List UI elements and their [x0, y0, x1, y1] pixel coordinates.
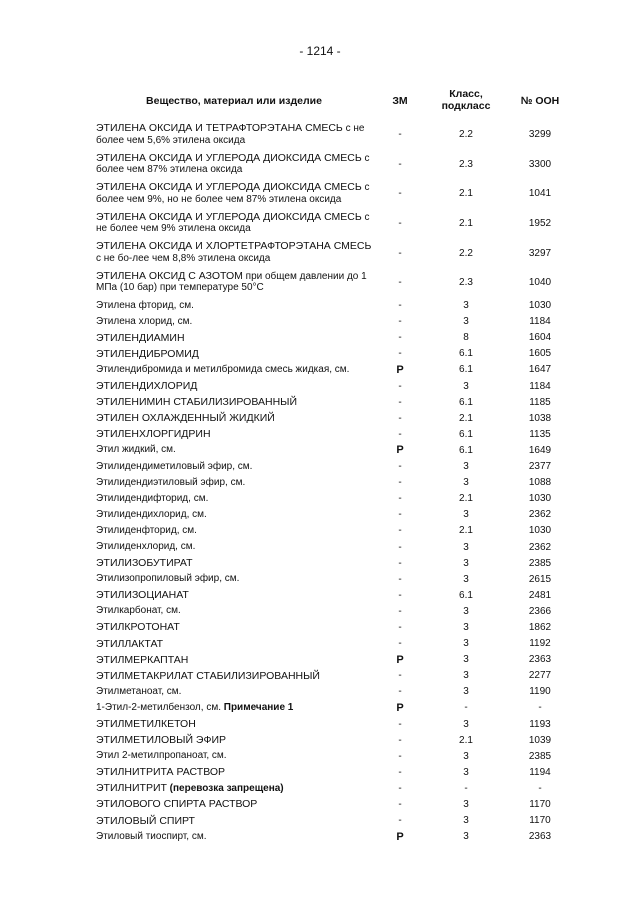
un-number-cell: 3300	[528, 158, 552, 170]
substance-caps: ЭТИЛМЕТИЛОВЫЙ ЭФИР	[96, 734, 227, 747]
substance-text: Этилизопропиловый эфир, см.	[96, 573, 240, 585]
un-number-cell: 1088	[528, 477, 552, 489]
substance-caps: ЭТИЛОВЫЙ СПИРТ	[96, 814, 195, 827]
table-row	[96, 378, 576, 394]
class-cell: 3	[463, 686, 469, 698]
substance-text: Этилена фторид, см.	[96, 299, 194, 311]
table-row	[96, 636, 576, 652]
un-number-cell: 1040	[528, 277, 552, 289]
substance-text: Этилиденфторид, см.	[96, 524, 197, 536]
class-cell: 3	[463, 670, 469, 682]
substance-name	[96, 209, 374, 235]
substance-caps: ЭТИЛКРОТОНАТ	[96, 621, 180, 634]
substance-caps: ЭТИЛИЗОБУТИРАТ	[96, 557, 193, 570]
substance-name	[96, 330, 374, 347]
substance-qualifier: с не более чем 5,6% этилена оксида	[96, 123, 365, 146]
zm-cell: -	[398, 461, 402, 473]
un-number-cell: -	[538, 702, 542, 714]
substance-text: Этил 2-метилпропаноат, см.	[96, 750, 227, 762]
substance-qualifier: с более чем 9%, но не более чем 87% этилена оксида	[96, 182, 370, 205]
un-number-cell: 2481	[528, 589, 552, 601]
substance-text: Этилкарбонат, см.	[96, 605, 181, 617]
un-number-cell: 1170	[529, 815, 551, 827]
un-number-cell: 1194	[529, 766, 551, 778]
zm-cell: P	[396, 653, 404, 666]
un-number-cell: 1605	[528, 348, 552, 360]
substance-caps: ЭТИЛНИТРИТА РАСТВОР	[96, 766, 226, 779]
un-number-cell: 3297	[528, 247, 552, 259]
class-cell: 6.1	[459, 396, 473, 408]
un-number-cell: 1030	[528, 300, 552, 312]
table-row	[96, 314, 576, 330]
un-number-cell: 1041	[528, 188, 552, 200]
zm-cell: -	[398, 638, 402, 650]
class-cell: 3	[463, 766, 469, 778]
substance-name	[96, 314, 374, 330]
un-number-cell: 2362	[528, 509, 552, 521]
substance-caps: ЭТИЛИЗОЦИАНАТ	[96, 589, 189, 602]
table-row	[96, 796, 576, 812]
zm-cell: -	[398, 605, 402, 617]
substance-name	[96, 603, 374, 619]
substance-name	[96, 426, 374, 443]
zm-cell: -	[398, 332, 402, 344]
un-number-cell: 1952	[528, 218, 552, 230]
substance-caps: ЭТИЛМЕТАКРИЛАТ СТАБИЛИЗИРОВАННЫЙ	[96, 669, 320, 682]
substance-name	[96, 716, 374, 733]
substance-name	[96, 684, 374, 700]
substance-name	[96, 410, 374, 427]
table-row	[96, 426, 576, 442]
un-number-cell: 1185	[529, 396, 551, 408]
zm-cell: -	[398, 428, 402, 440]
table-row	[96, 523, 576, 539]
table-row	[96, 748, 576, 764]
table-row	[96, 813, 576, 829]
zm-cell: -	[398, 188, 402, 200]
class-cell: 6.1	[459, 589, 473, 601]
class-cell: 3	[463, 380, 469, 392]
substance-caps: ЭТИЛНИТРИТ	[96, 782, 167, 795]
table-row	[96, 668, 576, 684]
substance-text: Этилидендифторид, см.	[96, 492, 209, 504]
table-row	[96, 652, 576, 668]
zm-cell: -	[398, 348, 402, 360]
zm-cell: -	[398, 734, 402, 746]
zm-cell: -	[398, 300, 402, 312]
class-cell: 3	[463, 654, 469, 666]
un-number-cell: 1649	[528, 444, 552, 456]
page-number: - 1214 -	[299, 44, 341, 58]
un-number-cell: 2385	[528, 750, 552, 762]
zm-cell: -	[398, 129, 402, 141]
zm-cell: P	[396, 701, 404, 714]
table-row	[96, 780, 576, 796]
zm-cell: -	[398, 573, 402, 585]
substance-qualifier: с не бо-лее чем 8,8% этилена оксида	[96, 252, 271, 264]
substance-caps: ЭТИЛОВОГО СПИРТА РАСТВОР	[96, 798, 258, 811]
substance-caps: ЭТИЛЕНДИБРОМИД	[96, 347, 199, 360]
substance-caps: ЭТИЛМЕРКАПТАН	[96, 653, 189, 666]
substance-name	[96, 491, 374, 507]
table-row	[96, 603, 576, 619]
zm-cell: -	[398, 621, 402, 633]
class-cell: 2.1	[459, 218, 473, 230]
table-row	[96, 410, 576, 426]
zm-cell: -	[398, 218, 402, 230]
zm-cell: -	[398, 525, 402, 537]
substance-name	[96, 475, 374, 491]
un-number-cell: 1193	[529, 718, 551, 730]
class-cell: -	[464, 782, 468, 794]
zm-cell: -	[398, 799, 402, 811]
class-cell: 3	[463, 557, 469, 569]
class-cell: 2.2	[459, 247, 473, 259]
table-row	[96, 459, 576, 475]
zm-cell: -	[398, 750, 402, 762]
substance-text: Этил жидкий, см.	[96, 444, 176, 456]
class-cell: 3	[463, 316, 469, 328]
un-number-cell: 1039	[528, 734, 552, 746]
substance-text: Этилметаноат, см.	[96, 685, 182, 697]
substance-name	[96, 796, 374, 813]
un-number-cell: 1030	[528, 493, 552, 505]
class-cell: 3	[463, 638, 469, 650]
substance-name	[96, 378, 374, 395]
substance-caps: ЭТИЛЕНХЛОРГИДРИН	[96, 428, 211, 441]
substance-caps: ЭТИЛЕН ОХЛАЖДЕННЫЙ ЖИДКИЙ	[96, 412, 275, 425]
zm-cell: -	[398, 815, 402, 827]
substance-table	[96, 120, 576, 845]
substance-text: Этилидендиэтиловый эфир, см.	[96, 476, 246, 488]
class-cell: 3	[463, 718, 469, 730]
zm-cell: -	[398, 557, 402, 569]
un-number-cell: 2385	[528, 557, 552, 569]
substance-caps: ЭТИЛЕНДИАМИН	[96, 331, 185, 344]
zm-cell: -	[398, 396, 402, 408]
zm-cell: -	[398, 380, 402, 392]
un-number-cell: 2363	[528, 831, 552, 843]
table-row	[96, 539, 576, 555]
zm-cell: -	[398, 158, 402, 170]
substance-name	[96, 238, 374, 264]
zm-cell: P	[396, 444, 404, 457]
substance-name	[96, 362, 374, 378]
class-cell: 3	[463, 573, 469, 585]
table-row	[96, 442, 576, 458]
substance-caps: ЭТИЛЕНДИХЛОРИД	[96, 380, 198, 393]
substance-name	[96, 764, 374, 781]
un-number-cell: 1647	[528, 364, 552, 376]
zm-cell: -	[398, 541, 402, 553]
class-cell: 3	[463, 461, 469, 473]
zm-cell: -	[398, 493, 402, 505]
substance-caps: ЭТИЛЕНА ОКСИДА И ХЛОРТЕТРАФТОРЭТАНА СМЕСЬ	[96, 240, 372, 253]
zm-cell: -	[398, 316, 402, 328]
substance-name	[96, 636, 374, 653]
class-cell: 2.1	[459, 412, 473, 424]
zm-cell: -	[398, 277, 402, 289]
table-row	[96, 394, 576, 410]
class-cell: 2.1	[459, 188, 473, 200]
substance-name	[96, 700, 374, 716]
class-cell: 2.3	[459, 158, 473, 170]
substance-name	[96, 523, 374, 539]
class-cell: 3	[463, 605, 469, 617]
table-row	[96, 346, 576, 362]
table-row	[96, 571, 576, 587]
substance-caps: ЭТИЛЕНА ОКСИД С АЗОТОМ	[96, 269, 243, 282]
substance-name	[96, 668, 374, 685]
substance-name	[96, 298, 374, 314]
table-row	[96, 150, 576, 180]
table-row	[96, 491, 576, 507]
un-number-cell: -	[538, 782, 542, 794]
substance-caps: ЭТИЛЕНИМИН СТАБИЛИЗИРОВАННЫЙ	[96, 396, 297, 409]
class-cell: 3	[463, 815, 469, 827]
substance-text: Этилена хлорид, см.	[96, 315, 193, 327]
un-number-cell: 2366	[528, 605, 552, 617]
class-cell: 8	[463, 332, 469, 344]
un-number-cell: 1862	[528, 621, 552, 633]
substance-note: Примечание 1	[223, 701, 294, 713]
substance-name	[96, 748, 374, 764]
table-row	[96, 507, 576, 523]
un-number-cell: 2377	[528, 461, 552, 473]
substance-caps: ЭТИЛЕНА ОКСИДА И УГЛЕРОДА ДИОКСИДА СМЕСЬ	[96, 181, 362, 194]
un-number-cell: 1030	[528, 525, 552, 537]
un-number-cell: 2277	[528, 670, 552, 682]
un-number-cell: 2362	[528, 541, 552, 553]
substance-text: 1-Этил-2-метилбензол, см.	[96, 701, 224, 713]
table-row	[96, 732, 576, 748]
zm-cell: P	[396, 830, 404, 843]
table-row	[96, 298, 576, 314]
un-number-cell: 1192	[529, 638, 551, 650]
substance-qualifier: с не более чем 9% этилена оксида	[96, 211, 370, 235]
class-cell: 6.1	[459, 364, 473, 376]
substance-name	[96, 539, 374, 555]
substance-text: Этилидендиметиловый эфир, см.	[96, 460, 253, 472]
substance-caps: ЭТИЛМЕТИЛКЕТОН	[96, 718, 196, 730]
class-cell: 3	[463, 799, 469, 811]
table-row	[96, 700, 576, 716]
table-row	[96, 764, 576, 780]
zm-cell: -	[398, 412, 402, 424]
class-cell: 6.1	[459, 444, 473, 456]
table-row	[96, 619, 576, 635]
class-cell: 3	[463, 477, 469, 489]
table-row	[96, 716, 576, 732]
un-number-cell: 3299	[528, 129, 552, 141]
table-row	[96, 475, 576, 491]
table-header	[96, 88, 576, 114]
table-row	[96, 179, 576, 209]
header-zm: ЗМ	[392, 95, 408, 107]
substance-name	[96, 780, 374, 797]
zm-cell: -	[398, 477, 402, 489]
table-row	[96, 209, 576, 239]
substance-text: Этиловый тиоспирт, см.	[96, 830, 207, 842]
substance-name	[96, 394, 374, 411]
un-number-cell: 1184	[529, 380, 551, 392]
substance-name	[96, 813, 374, 830]
substance-qualifier: с более чем 87% этилена оксида	[96, 152, 370, 176]
substance-text: Этилиденхлорид, см.	[96, 540, 196, 552]
class-cell: -	[464, 702, 468, 714]
substance-name	[96, 150, 374, 176]
un-number-cell: 2363	[528, 654, 552, 666]
table-row	[96, 362, 576, 378]
zm-cell: -	[398, 589, 402, 601]
substance-caps: ЭТИЛЛАКТАТ	[96, 637, 164, 650]
substance-name	[96, 179, 374, 205]
substance-name	[96, 268, 374, 294]
substance-name	[96, 442, 374, 458]
substance-name	[96, 652, 374, 669]
zm-cell: -	[398, 670, 402, 682]
class-cell: 2.1	[459, 525, 473, 537]
substance-caps: ЭТИЛЕНА ОКСИДА И ТЕТРАФТОРЭТАНА СМЕСЬ	[96, 122, 343, 134]
substance-name	[96, 619, 374, 636]
class-cell: 3	[463, 541, 469, 553]
substance-name	[96, 829, 374, 845]
table-row	[96, 587, 576, 603]
zm-cell: -	[398, 247, 402, 259]
substance-text: Этилидендихлорид, см.	[96, 508, 207, 520]
substance-name	[96, 732, 374, 749]
substance-name	[96, 587, 374, 604]
substance-text: Этилендибромида и метилбромида смесь жидкая, см.	[96, 363, 350, 375]
zm-cell: -	[398, 766, 402, 778]
un-number-cell: 1170	[529, 799, 551, 811]
substance-note: (перевозка запрещена)	[166, 783, 284, 795]
class-cell: 3	[463, 300, 469, 312]
class-cell: 2.1	[459, 734, 473, 746]
substance-qualifier: при общем давлении до 1 МПа (10 бар) при температуре 50°C	[96, 270, 367, 294]
class-cell: 6.1	[459, 428, 473, 440]
substance-caps: ЭТИЛЕНА ОКСИДА И УГЛЕРОДА ДИОКСИДА СМЕСЬ	[96, 210, 362, 223]
un-number-cell: 1604	[528, 332, 552, 344]
table-row	[96, 829, 576, 845]
un-number-cell: 2615	[528, 573, 552, 585]
zm-cell: -	[398, 686, 402, 698]
substance-name	[96, 571, 374, 587]
header-un-number: № ООН	[520, 95, 560, 107]
table-row	[96, 555, 576, 571]
substance-name	[96, 507, 374, 523]
un-number-cell: 1038	[528, 412, 552, 424]
class-cell: 2.3	[459, 277, 473, 289]
class-cell: 2.2	[459, 129, 473, 141]
zm-cell: -	[398, 718, 402, 730]
un-number-cell: 1190	[529, 686, 551, 698]
class-cell: 3	[463, 621, 469, 633]
table-row	[96, 268, 576, 298]
zm-cell: P	[396, 363, 404, 376]
header-class	[421, 88, 511, 112]
table-row	[96, 238, 576, 268]
table-row	[96, 120, 576, 150]
header-class-line1: Класс,	[449, 88, 483, 100]
header-substance: Вещество, материал или изделие	[146, 95, 322, 107]
un-number-cell: 1184	[529, 316, 551, 328]
class-cell: 3	[463, 750, 469, 762]
class-cell: 3	[463, 509, 469, 521]
substance-name	[96, 459, 374, 475]
un-number-cell: 1135	[529, 428, 551, 440]
table-row	[96, 684, 576, 700]
substance-name	[96, 346, 374, 363]
zm-cell: -	[398, 782, 402, 794]
class-cell: 6.1	[459, 348, 473, 360]
substance-name	[96, 120, 374, 146]
class-cell: 3	[463, 831, 469, 843]
substance-name	[96, 555, 374, 572]
zm-cell: -	[398, 509, 402, 521]
header-class-line2: подкласс	[441, 100, 491, 112]
table-row	[96, 330, 576, 346]
class-cell: 2.1	[459, 493, 473, 505]
substance-caps: ЭТИЛЕНА ОКСИДА И УГЛЕРОДА ДИОКСИДА СМЕСЬ	[96, 151, 362, 164]
